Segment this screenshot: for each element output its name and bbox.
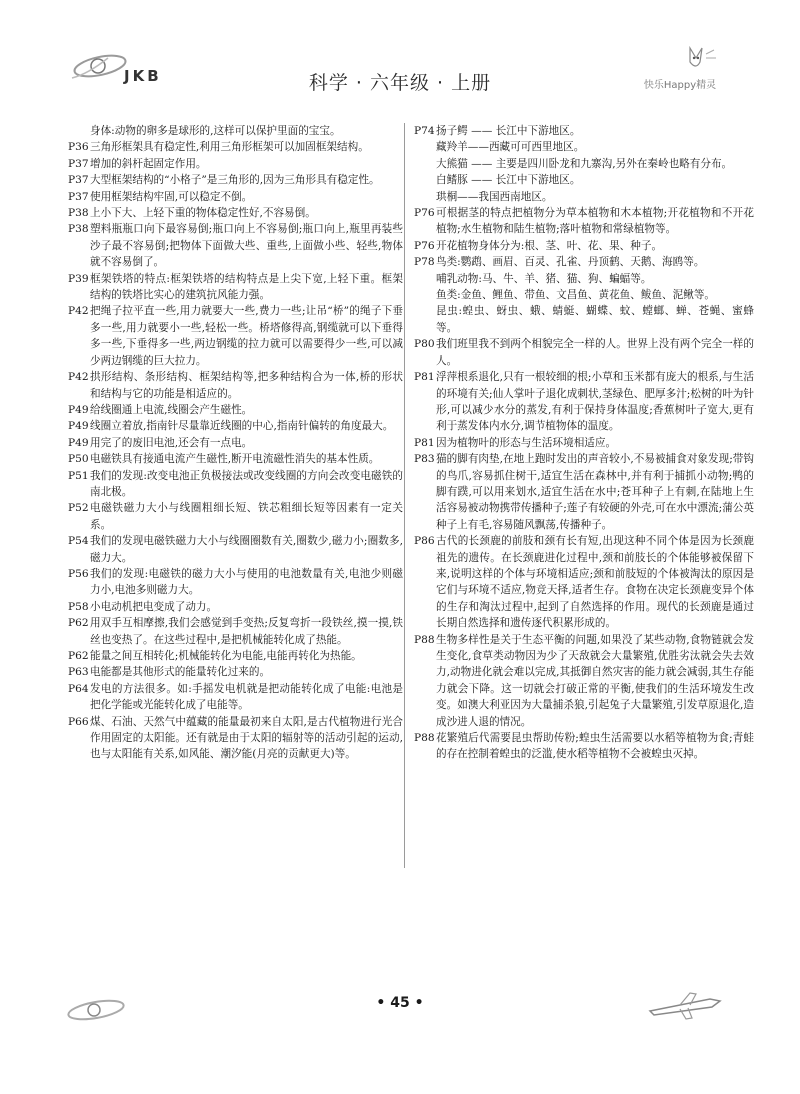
answer-entry [414,271,754,287]
answer-entry [68,714,403,763]
page-ref: P76 [414,207,435,220]
answer-text: 可根据茎的特点把植物分为草本植物和木本植物;开花植物和不开花植物;水生植物和陆生植物;落叶植物和常绿植物等。 [436,207,754,236]
answer-entry [68,664,403,680]
page-ref: P39 [68,272,89,285]
answer-text: 生物多样性是关于生态平衡的问题,如果没了某些动物,食物链就会发生变化,食草类动物因为少了天敌就会大量繁殖,优胜劣汰就会失去效力,动物进化就会难以完成,其抵御自然灾害的能力就会减弱,其生存能力就会下降。这一切就会打破正常的平衡,使我们的生活环境发生改变。如澳大利亚因为大量捕杀狼,引起兔子大量繁殖,引发草原退化,造成沙进人退的情况。 [436,633,754,728]
page-ref: P49 [68,403,89,416]
answer-text: 上小下大、上轻下重的物体稳定性好,不容易倒。 [90,207,316,220]
answer-text: 因为植物叶的形态与生活环境相适应。 [436,436,617,449]
answer-text: 开花植物身体分为:根、茎、叶、花、果、种子。 [436,239,663,252]
answer-text: 增加的斜杆起固定作用。 [90,157,207,170]
answer-entry [414,254,754,270]
page-ref: P37 [68,190,89,203]
answer-entry [414,435,754,451]
page-ref: P54 [68,535,89,548]
page-number: • 45 • [376,995,424,1011]
mascot-label: 快乐Happy精灵 [643,80,717,91]
page-ref: P74 [414,125,435,137]
page-ref: P38 [68,207,89,220]
page-ref: P51 [68,469,89,482]
page-ref: P62 [68,617,89,630]
page-ref: P76 [414,239,435,252]
answer-entry [68,205,403,221]
answer-text: 昆虫:蝗虫、蚜虫、蛾、蜻蜓、蝴蝶、蚊、螳螂、蝉、苍蝇、蜜蜂等。 [436,305,754,334]
page-ref: P50 [68,453,89,466]
answer-entry [414,156,754,172]
answer-entry [414,336,754,369]
answer-text: 把绳子拉平直一些,用力就要大一些,费力一些;让吊“桥”的绳子下垂多一些,用力就要小一些,轻松一些。桥塔修得高,钢缆就可以下垂得多一些,下垂得多一些,两边钢缆的拉力就可以需要得少一些,可以减少两边钢缆的巨大拉力。 [90,305,403,367]
page-ref: P88 [414,633,435,646]
answer-text: 用完了的废旧电池,还会有一点电。 [90,436,253,449]
answer-text: 珙桐——我国西南地区。 [436,190,553,203]
answer-entry [68,533,403,566]
answer-entry [68,139,403,155]
answer-entry [414,172,754,188]
answer-entry [68,451,403,467]
answer-text: 浮萍根系退化,只有一根较细的根;小草和玉米都有庞大的根系,与生活的环境有关;仙人掌叶子退化成刺状,茎绿色、肥厚多汁;松树的叶为针形,可以减少水分的蒸发,有利于保持身体温度;香蕉树叶子宽大,更有利于蒸发体内水分,调节植物体的温度。 [436,371,754,433]
answer-entry [68,156,403,172]
page-ref: P58 [68,600,89,613]
page-title: 科学 · 六年级 · 上册 [308,72,492,94]
answer-text: 能量之间互相转化;机械能转化为电能,电能再转化为热能。 [90,650,362,662]
answer-entry [414,287,754,303]
answer-entry [68,123,403,139]
answer-entry [414,632,754,730]
page-ref: P38 [68,223,89,236]
answer-text: 给线圈通上电流,线圈会产生磁性。 [90,403,253,416]
answer-entry [68,648,403,664]
page-ref: P66 [68,715,89,728]
page-ref: P52 [68,502,89,515]
answer-entry [414,238,754,254]
answer-entry [68,402,403,418]
right-column [414,123,754,763]
left-column [68,123,403,763]
page-ref: P37 [68,157,89,170]
page-ref: P64 [68,682,89,695]
answer-entry [414,451,754,533]
answer-text: 框架铁塔的特点:框架铁塔的结构特点是上尖下宽,上轻下重。框架结构的铁塔比实心的建筑抗风能力强。 [90,272,403,302]
page-ref: P86 [414,535,435,548]
page-ref: P42 [68,371,89,384]
answer-text: 电磁铁磁力大小与线圈粗细长短、铁芯粗细长短等因素有一定关系。 [90,502,403,531]
answer-entry [68,435,403,451]
answer-text: 白鳍豚 —— 长江中下游地区。 [436,174,581,187]
page-ref: P81 [414,371,435,384]
page-ref: P56 [68,567,89,580]
page-ref: P78 [414,256,435,269]
answer-text: 藏羚羊——西藏可可西里地区。 [436,141,585,154]
answer-text: 电能都是其他形式的能量转化过来的。 [90,666,271,679]
answer-text: 哺乳动物:马、牛、羊、猪、猫、狗、蝙蝠等。 [436,272,652,285]
answer-entry [414,730,754,763]
answer-entry [414,533,754,631]
answer-entry [68,468,403,501]
answer-entry [414,123,754,139]
page-ref: P63 [68,666,89,679]
page-ref: P80 [414,338,435,351]
answer-text: 我们的发现:电磁铁的磁力大小与使用的电池数量有关,电池少则磁力小,电池多则磁力大。 [90,567,403,597]
answer-text: 鱼类:金鱼、鲤鱼、带鱼、文昌鱼、黄花鱼、鲅鱼、泥鳅等。 [436,289,716,302]
page-ref: P81 [414,436,435,449]
column-divider [404,123,405,868]
answer-text: 电磁铁具有接通电流产生磁性,断开电流磁性消失的基本性质。 [90,453,380,466]
answer-text: 花繁殖后代需要昆虫帮助传粉;蝗虫生活需要以水稻等植物为食;青蛙的存在控制着蝗虫的泛滥,使水稻等植物不会被蝗虫灭掉。 [436,732,754,761]
answer-text: 大熊猫 —— 主要是四川卧龙和九寨沟,另外在秦岭也略有分布。 [436,157,733,170]
answer-entry [68,615,403,648]
answer-entry [68,271,403,304]
answer-entry [414,139,754,155]
page-ref: P88 [414,732,435,745]
answer-text: 身体:动物的卵多是球形的,这样可以保护里面的宝宝。 [90,125,341,137]
page-ref: P62 [68,650,89,662]
answer-text: 鸟类:鹦鹉、画眉、百灵、孔雀、丹顶鹤、天鹅、海鸥等。 [436,256,705,269]
answer-text: 用双手互相摩擦,我们会感觉到手变热;反复弯折一段铁丝,摸一摸,铁丝也变热了。在这些过程中,是把机械能转化成了热能。 [90,617,403,646]
answer-entry [68,369,403,402]
answer-text: 我们的发现电磁铁磁力大小与线圈圈数有关,圈数少,磁力小;圈数多,磁力大。 [90,535,403,564]
answer-entry [68,500,403,533]
answer-entry [68,221,403,270]
answer-text: 塑料瓶瓶口向下最容易倒;瓶口向上不容易倒;瓶口向上,瓶里再装些沙子最不容易倒;把物体下面做大些、重些,上面做小些、轻些,物体就不容易倒了。 [90,223,403,269]
answer-text: 扬子鳄 —— 长江中下游地区。 [436,125,581,137]
answer-text: 古代的长颈鹿的前肢和颈有长有短,出现这种不同个体是因为长颈鹿祖先的遗传。在长颈鹿进化过程中,颈和前肢长的个体能够被保留下来,说明这样的个体与环境相适应;颈和前肢短的个体被淘汰的原因是它们与环境不适应,物竞天择,适者生存。食物在决定长颈鹿变异个体的生存和淘汰过程中,起到了自然选择的作用。现代的长颈鹿是通过长期自然选择和遗传逐代积累形成的。 [436,535,754,630]
answer-entry [414,189,754,205]
page-ref: P37 [68,174,89,187]
page-ref: P49 [68,420,89,433]
answer-text: 猫的脚有肉垫,在地上跑时发出的声音较小,不易被捕食对象发现;带钩的鸟爪,容易抓住树干,适宜生活在森林中,并有利于捕抓小动物;鸭的脚有蹼,可以用来划水,适宜生活在水中;苍耳种子上有刺,在陆地上生活容易被动物携带传播种子;莲子有较硬的外壳,可在水中漂流;蒲公英种子上有毛,容易随风飘荡,传播种子。 [436,453,754,531]
answer-text: 三角形框架具有稳定性,利用三角形框架可以加固框架结构。 [90,141,369,154]
airplane-icon [640,985,730,1025]
page-ref: P42 [68,305,89,318]
answer-text: 小电动机把电变成了动力。 [90,600,218,613]
answer-entry [68,681,403,714]
answer-text: 发电的方法很多。如:手摇发电机就是把动能转化成了电能:电池是把化学能或光能转化成了电能等。 [90,682,403,712]
answer-entry [414,205,754,238]
page-ref: P36 [68,141,89,154]
page-header [0,0,800,120]
answer-entry [414,303,754,336]
answer-text: 线圈立着放,指南针尽量靠近线圈的中心,指南针偏转的角度最大。 [90,420,394,433]
answer-entry [68,303,403,369]
answer-text: 我们的发现:改变电池正负极接法或改变线圈的方向会改变电磁铁的南北极。 [90,469,403,498]
answer-text: 大型框架结构的“小格子”是三角形的,因为三角形具有稳定性。 [90,174,380,187]
page-ref: P83 [414,453,435,466]
answer-entry [68,566,403,599]
answer-entry [68,599,403,615]
answer-entry [68,418,403,434]
answer-entry [68,172,403,188]
mascot-icon [640,44,720,78]
answer-entry [68,189,403,205]
brand-logo-text: JKB [124,67,162,85]
answer-text: 我们班里我不到两个相貌完全一样的人。世界上没有两个完全一样的人。 [436,338,754,367]
page-ref: P49 [68,436,89,449]
answer-text: 煤、石油、天然气中蕴藏的能量最初来自太阳,是古代植物进行光合作用固定的太阳能。还有就是由于太阳的辐射等的活动引起的运动,也与太阳能有关系,如风能、潮汐能(月亮的贡献更大)等。 [90,715,403,761]
answer-text: 使用框架结构牢固,可以稳定不倒。 [90,190,253,203]
answer-entry [414,369,754,435]
answer-text: 拱形结构、条形结构、框架结构等,把多种结构合为一体,桥的形状和结构与它的功能是相适应的。 [90,371,403,400]
